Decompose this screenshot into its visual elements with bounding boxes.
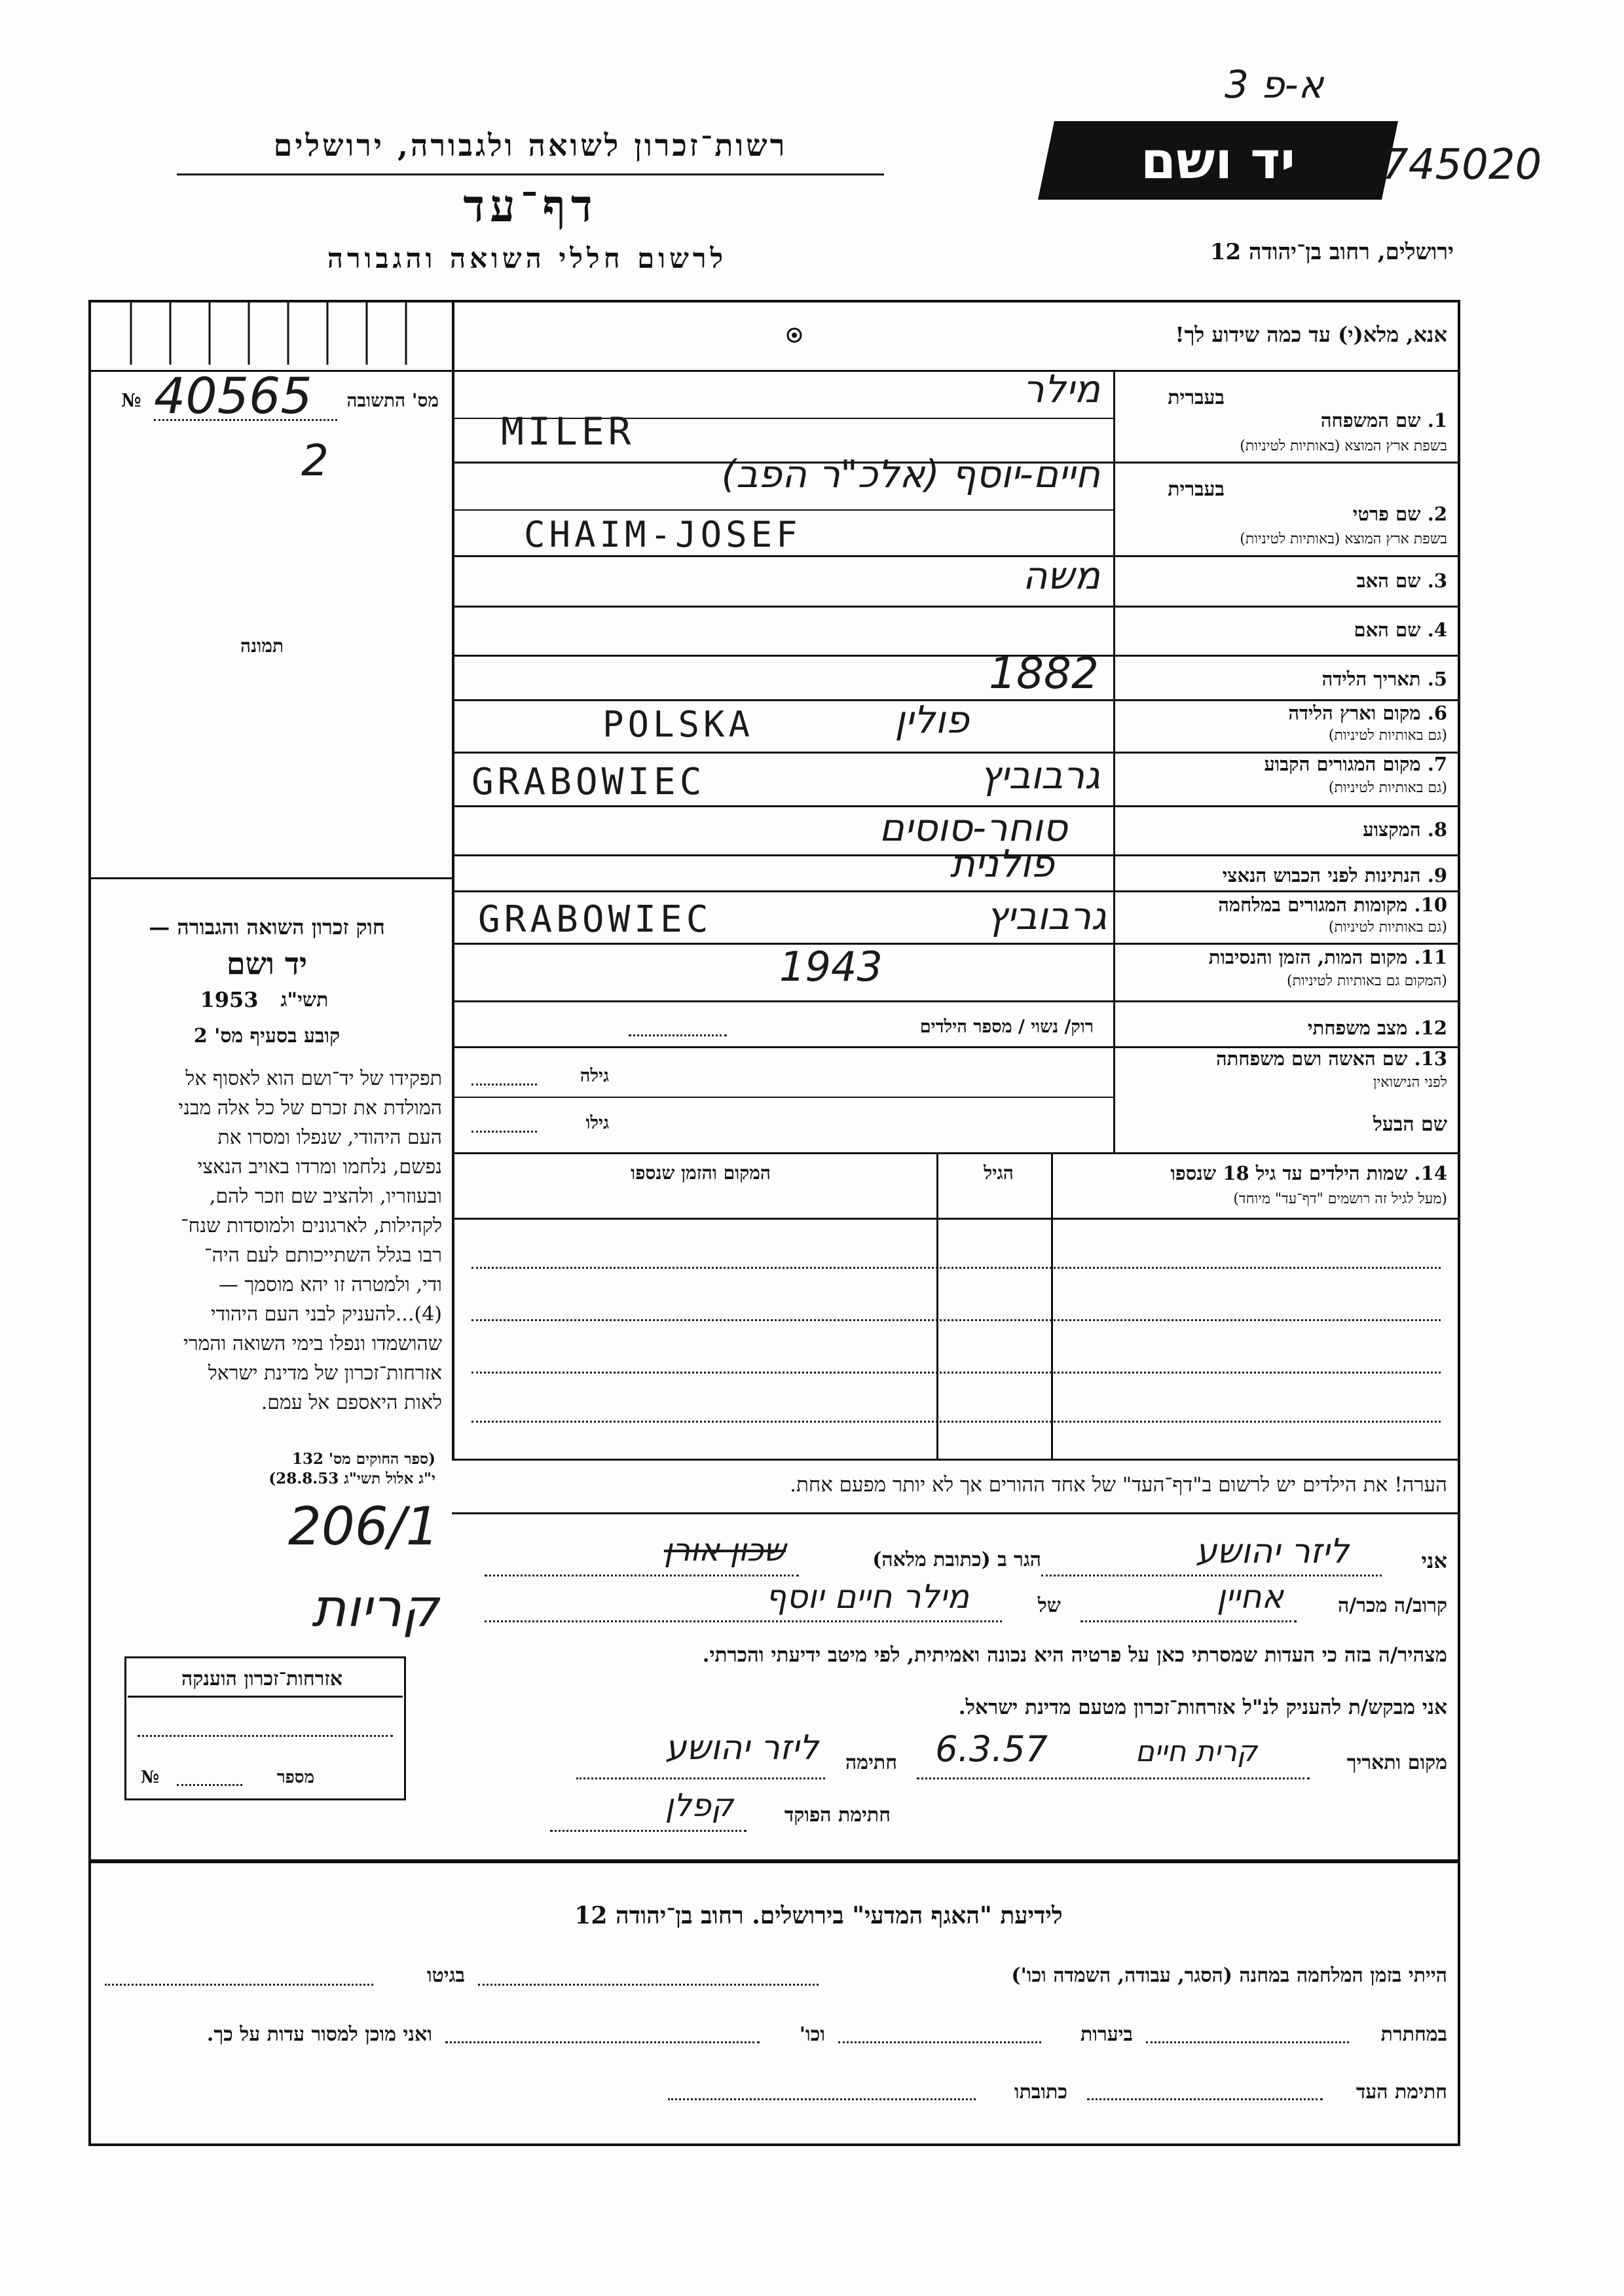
f3-label: 3. שם האב	[1356, 570, 1447, 592]
bottom-ghetto-line[interactable]	[105, 1984, 373, 1986]
f10-label: 10. מקומות המגורים במלחמה	[1218, 894, 1447, 916]
bottom-section-divider	[88, 1859, 1460, 1863]
decl-signature-value[interactable]: ליזר יהושע	[665, 1728, 819, 1768]
bottom-title: לידיעת "האגף המדעי" בירושלים. רחוב בן־יהודה 12	[574, 1902, 1063, 1929]
f14-place-col: המקום והזמן שנספו	[631, 1162, 771, 1184]
f14-sub: (מעל לגיל זה רושמים "דף־עד" מיוחד)	[1233, 1191, 1447, 1207]
f5-label: 5. תאריך הלידה	[1321, 668, 1447, 690]
instruction-text: אנא, מלא(י) עד כמה שידוע לך!	[1175, 322, 1447, 347]
law-text-line: ודי, ולמטרה זו יהא מוסמך —	[218, 1273, 442, 1296]
law-text-line: נפשם, נלחמו ומרדו באויב הנאצי	[197, 1156, 442, 1178]
f14-header-divider	[452, 1218, 1460, 1220]
f1-ivrit-label: בעברית	[1168, 386, 1225, 409]
f2-hebrew-value[interactable]: חיים-יוסף (אלכ"ר הפב)	[721, 452, 1100, 496]
decl-of-value[interactable]: מילר חיים יוסף	[765, 1578, 969, 1616]
bottom-underground-line[interactable]	[1146, 2041, 1349, 2043]
bottom-line2-b: ביערות	[1080, 2023, 1133, 2046]
bottom-witness-sig-line[interactable]	[1087, 2098, 1323, 2100]
file-number-label: מס' התשובה	[346, 390, 439, 411]
f2-sub: בשפת ארץ המוצא (באותיות לטיניות)	[1240, 531, 1447, 547]
document-subtitle: לרשום חללי השואה והגבורה	[327, 242, 728, 274]
f6-latin-value[interactable]: POLSKA	[602, 704, 754, 745]
row9-divider	[452, 890, 1460, 892]
decl-residing-label: הגר ב (כתובת מלאה)	[872, 1548, 1041, 1571]
f8-label: 8. המקצוע	[1363, 818, 1447, 841]
bottom-line1-b: בגיטו	[426, 1964, 465, 1987]
bottom-line2-c: וכו'	[799, 2023, 825, 2046]
law-text-line: (4)...להעניק לבני העם היהודי	[210, 1303, 442, 1326]
decl-relation-label: קרוב/ה מכר/ה	[1338, 1594, 1447, 1617]
bottom-line1-a: הייתי בזמן המלחמה במחנה (הסגר, עבודה, השמדה וכו')	[1011, 1964, 1447, 1987]
file-number-value: 40565	[154, 367, 312, 425]
citizenship-title: אזרחות־זכרון הוענקה	[181, 1667, 343, 1690]
law-name: יד ושם	[226, 946, 308, 981]
f11-value[interactable]: 1943	[779, 943, 883, 991]
document-title: דף־עד	[463, 180, 598, 232]
f1-sub: בשפת ארץ המוצא (באותיות לטיניות)	[1240, 438, 1447, 454]
handwritten-reference-number: 745020	[1382, 141, 1542, 189]
f14-col-divider-1	[1051, 1152, 1053, 1460]
sidebar-divider	[88, 877, 453, 879]
bottom-line2-a: במחתרת	[1380, 2023, 1447, 2046]
law-text	[95, 1064, 442, 1417]
law-text-line: העם היהודי, שנפלו ומסרו את	[217, 1126, 442, 1149]
row13-divider	[452, 1152, 1460, 1154]
f6-label: 6. מקום וארץ הלידה	[1288, 702, 1447, 724]
f2-label: 2. שם פרטי	[1352, 503, 1447, 525]
f14-age-col: הגיל	[984, 1162, 1014, 1184]
handwritten-number: 206/1	[288, 1496, 439, 1557]
bottom-address-line[interactable]	[668, 2098, 976, 2100]
husband-age-label: גילו	[585, 1113, 609, 1133]
law-text-line: לקהילות, לארגונים ולמוסדות שנח־	[181, 1214, 442, 1237]
f1-label: 1. שם המשפחה	[1320, 409, 1447, 431]
decl-place-date-label: מקום ותאריך	[1346, 1751, 1447, 1774]
row3-divider	[452, 606, 1460, 608]
f10-latin-value[interactable]: GRABOWIEC	[478, 898, 712, 941]
f6-sub: (גם באותיות לטיניות)	[1328, 727, 1447, 744]
bottom-camp-line[interactable]	[478, 1984, 819, 1986]
decl-relation-value[interactable]: אחיין	[1216, 1578, 1283, 1616]
law-citation-1: (ספר החוקים מס' 132	[292, 1450, 435, 1468]
row11-divider	[452, 1000, 1460, 1002]
decl-statement: מצהיר/ה בזה כי העדות שמסרתי כאן על פרטיה היא נכונה ואמיתית, לפי מיטב ידיעתי והכרתי.	[702, 1643, 1447, 1667]
decl-request: אני מבקש/ת להעניק לנ"ל אזרחות־זכרון מטעם מדינת ישראל.	[958, 1696, 1447, 1719]
f13-sub: לפני הנישואין	[1373, 1074, 1447, 1091]
decl-ani-label: אני	[1421, 1548, 1447, 1573]
citizenship-number-line	[177, 1784, 242, 1786]
bottom-line3-a: חתימת העד	[1356, 2081, 1447, 2104]
f14-row-line	[471, 1372, 1441, 1374]
decl-signature-line	[576, 1777, 825, 1779]
f11-sub: (המקום גם באותיות לטיניות)	[1287, 973, 1447, 989]
husband-label: שם הבעל	[1373, 1113, 1447, 1136]
table-bottom	[452, 1459, 1460, 1461]
decl-ani-line	[1041, 1575, 1382, 1576]
law-text-line: לאות היאספם אל עמם.	[261, 1391, 442, 1414]
decl-date-value[interactable]: 6.3.57	[935, 1728, 1048, 1770]
f1-hebrew-value[interactable]: מילר	[1022, 367, 1100, 411]
header-address: ירושלים, רחוב בן־יהודה 12	[1209, 239, 1454, 265]
law-text-line: תפקידו של יד־ושם הוא לאסוף אל	[185, 1067, 442, 1090]
f14-row-line	[471, 1319, 1441, 1321]
f2-line	[452, 509, 1113, 511]
file-number-suffix: 2	[301, 435, 329, 486]
f13-line	[452, 1097, 1113, 1098]
decl-residing-value[interactable]: שכון אורן	[663, 1532, 786, 1569]
yad-vashem-logo	[1035, 118, 1401, 203]
bottom-forests-line[interactable]	[838, 2041, 1041, 2043]
law-section: קובע בסעיף מס' 2	[193, 1025, 341, 1048]
organization-name: רשות־זכרון לשואה ולגבורה, ירושלים	[273, 128, 788, 163]
law-text-line: אזרחות־זכרון של מדינת ישראל	[208, 1362, 442, 1385]
f4-label: 4. שם האם	[1354, 619, 1447, 641]
note-text: הערה! את הילדים יש לרשום ב"דף־העד" של אחד ההורים אך לא יותר מפעם אחת.	[790, 1473, 1447, 1497]
f11-label: 11. מקום המות, הזמן והנסיבות	[1208, 946, 1447, 968]
f2-ivrit-label: בעברית	[1168, 478, 1225, 501]
f9-label: 9. הנתינות לפני הכבוש הנאצי	[1222, 864, 1447, 886]
decl-residing-line	[485, 1575, 799, 1576]
decl-ani-value[interactable]: ליזר יהושע	[1195, 1532, 1349, 1571]
decl-relation-line	[1080, 1620, 1297, 1622]
f9-value[interactable]: פולנית	[950, 841, 1054, 886]
f7-hebrew-value[interactable]: גרבוביץ	[980, 753, 1100, 797]
f12-label: 12. מצב משפחתי	[1308, 1017, 1447, 1039]
f13-label: 13. שם האשה ושם משפחתה	[1215, 1048, 1447, 1070]
law-text-line: המולדת את זכרם של כל אלה מבני	[178, 1097, 442, 1120]
decl-of-line	[485, 1620, 1002, 1622]
header-underline	[177, 173, 884, 175]
decl-place-value[interactable]: קרית חיים	[1135, 1735, 1257, 1768]
handwritten-annotation-top: 3 א-פ	[1225, 62, 1324, 107]
f10-hebrew-value[interactable]: גרבוביץ	[986, 894, 1107, 938]
f7-sub: (גם באותיות לטיניות)	[1328, 780, 1447, 796]
circle-mark-icon	[784, 325, 804, 345]
law-citation-2: י"ג אלול תשי"ג 28.8.53)	[268, 1470, 435, 1487]
row10-divider	[452, 943, 1460, 945]
f14-label: 14. שמות הילדים עד גיל 18 שנספו	[1170, 1162, 1447, 1184]
photo-label: תמונה	[240, 635, 284, 657]
sidebar-tick-marks	[92, 302, 451, 368]
decl-place-date-line	[917, 1777, 1310, 1779]
note-divider	[452, 1512, 1460, 1514]
row4-divider	[452, 655, 1460, 657]
law-text-line: ובעוזריו, ולהציב שם וזכר להם,	[209, 1185, 442, 1208]
law-year: 1953	[200, 987, 259, 1012]
handwritten-place: קריות	[311, 1578, 439, 1639]
f7-label: 7. מקום המגורים הקבוע	[1264, 753, 1447, 775]
decl-official-sig-value[interactable]: קפלן	[665, 1787, 733, 1824]
bottom-etc-line[interactable]	[445, 2041, 760, 2043]
bottom-line3-b: כתובתו	[1014, 2081, 1067, 2104]
sidebar-separator	[452, 300, 454, 1459]
citizenship-number-label: מספר	[276, 1768, 314, 1787]
f12-children-line	[629, 1034, 727, 1036]
f13-age-line	[471, 1084, 537, 1085]
decl-official-sig-label: חתימת הפוקד	[784, 1804, 891, 1827]
f2-latin-value[interactable]: CHAIM-JOSEF	[524, 514, 802, 555]
law-year-hebrew: תשי"ג	[280, 989, 329, 1011]
f10-sub: (גם באותיות לטיניות)	[1328, 919, 1447, 936]
f14-row-line	[471, 1267, 1441, 1269]
citizenship-number-prefix: №	[141, 1768, 160, 1787]
f14-row-line	[471, 1421, 1441, 1423]
f8-value[interactable]: סוחר-סוסים	[879, 805, 1067, 850]
f13-age-label: גילה	[580, 1066, 609, 1086]
law-text-line: רבו בגלל השתייכותם לעם היה־	[204, 1244, 442, 1267]
f14-col-divider-2	[936, 1152, 938, 1460]
decl-of-label: של	[1037, 1594, 1061, 1617]
f7-latin-value[interactable]: GRABOWIEC	[471, 761, 706, 803]
file-number-line	[154, 419, 337, 421]
file-number-prefix: №	[121, 390, 141, 411]
citizenship-line	[138, 1735, 393, 1737]
f5-value[interactable]: 1882	[989, 648, 1099, 699]
law-title: חוק זכרון השואה והגבורה —	[149, 915, 385, 939]
decl-official-sig-line	[550, 1830, 747, 1832]
f1-latin-value[interactable]: MILER	[501, 409, 635, 454]
f3-value[interactable]: משה	[1022, 553, 1100, 598]
f6-hebrew-value[interactable]: פולין	[895, 697, 969, 742]
f12-options: רוק/ נשוי / מספר הילדים	[919, 1017, 1094, 1037]
label-column-separator	[1113, 370, 1115, 1152]
bottom-line2-d: ואני מוכן למסור עדות על כך.	[206, 2023, 432, 2046]
decl-signature-label: חתימה	[845, 1751, 897, 1774]
logo-text: יד ושם	[1140, 132, 1296, 191]
law-text-line: שהושמדו ונפלו בימי השואה והמרי	[183, 1332, 442, 1355]
husband-age-line	[471, 1131, 537, 1133]
